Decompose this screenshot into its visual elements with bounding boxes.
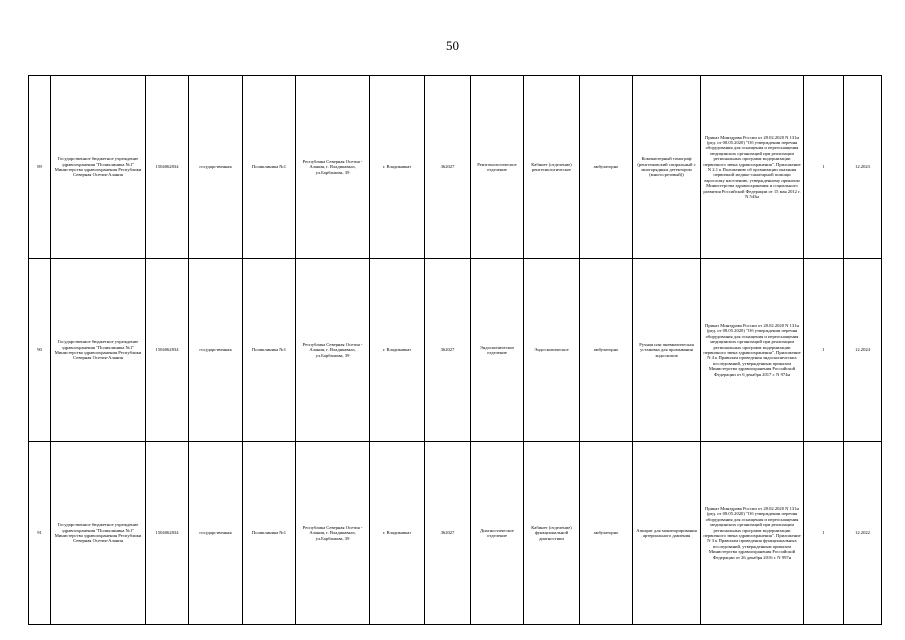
facility-name: Поликлиника №1 bbox=[243, 442, 296, 625]
facility-address: Республика Северная Осетия - Алания, г. Владикавказ, ул.Барбашова, 39 bbox=[296, 76, 370, 259]
organization-name: Государственное бюджетное учреждение здравоохранения "Поликлиника №1" Министерства здравоохранения Республики Северная Осетия-Алания bbox=[51, 76, 146, 259]
postal-code: 362027 bbox=[425, 76, 471, 259]
normative-basis: Приказ Минздрава России от 28.02.2020 N 131н (ред. от 08.05.2020) "Об утверждении перечня оборудования для оснащения и переоснащения медицинских организаций при реализации региональных программ модернизации первичного звена здравоохранения". Приложение N 3 к Правилам проведения функциональных исследований, утвержденным приказом Министерства здравоохранения Российской Федерации от 26 декабря 2016 г. N 997н bbox=[701, 442, 804, 625]
row-number: 89 bbox=[29, 76, 51, 259]
table-row bbox=[29, 442, 882, 625]
table-row bbox=[29, 259, 882, 442]
inn: 1504062834 bbox=[146, 442, 189, 625]
equipment-name: Ручная или пневматическая установка для промывания эндоскопов bbox=[633, 259, 701, 442]
delivery-date: 12.2023 bbox=[844, 76, 882, 259]
postal-code: 362027 bbox=[425, 259, 471, 442]
organization-name: Государственное бюджетное учреждение здравоохранения "Поликлиника №1" Министерства здравоохранения Республики Северная Осетия-Алания bbox=[51, 259, 146, 442]
care-conditions: амбулаторно bbox=[580, 76, 633, 259]
city: г. Владикавказ bbox=[370, 259, 425, 442]
department: Рентгенологическое отделение bbox=[471, 76, 524, 259]
facility-address: Республика Северная Осетия - Алания, г. Владикавказ, ул.Барбашова, 39 bbox=[296, 259, 370, 442]
ownership-form: государственная bbox=[189, 442, 243, 625]
postal-code: 362027 bbox=[425, 442, 471, 625]
facility-address: Республика Северная Осетия - Алания, г. Владикавказ, ул.Барбашова, 39 bbox=[296, 442, 370, 625]
ownership-form: государственная bbox=[189, 259, 243, 442]
facility-name: Поликлиника №1 bbox=[243, 259, 296, 442]
quantity: 1 bbox=[804, 259, 844, 442]
department: Эндоскопическое отделение bbox=[471, 259, 524, 442]
equipment-registry-table bbox=[28, 75, 882, 625]
quantity: 1 bbox=[804, 442, 844, 625]
care-conditions: амбулаторно bbox=[580, 259, 633, 442]
table-row bbox=[29, 76, 882, 259]
page-number: 50 bbox=[446, 38, 459, 53]
facility-name: Поликлиника №1 bbox=[243, 76, 296, 259]
city: г. Владикавказ bbox=[370, 442, 425, 625]
inn: 1504062834 bbox=[146, 76, 189, 259]
delivery-date: 12.2022 bbox=[844, 442, 882, 625]
delivery-date: 12.2024 bbox=[844, 259, 882, 442]
department: Диагностическое отделение bbox=[471, 442, 524, 625]
row-number: 91 bbox=[29, 442, 51, 625]
organization-name: Государственное бюджетное учреждение здравоохранения "Поликлиника №1" Министерства здравоохранения Республики Северная Осетия-Алания bbox=[51, 442, 146, 625]
care-conditions: амбулаторно bbox=[580, 442, 633, 625]
quantity: 1 bbox=[804, 76, 844, 259]
room: Эндоскопическое bbox=[524, 259, 580, 442]
normative-basis: Приказ Минздрава России от 28.02.2020 N 131н (ред. от 08.05.2020) "Об утверждении перечня оборудования для оснащения и переоснащения медицинских организаций при реализации региональных программ модернизации первичного звена здравоохранения". Приложение N 4 к Правилам проведения эндоскопических исследований, утвержденным приказом Министерства здравоохранения Российской Федерации от 6 декабря 2017 г. N 974н bbox=[701, 259, 804, 442]
ownership-form: государственная bbox=[189, 76, 243, 259]
row-number: 90 bbox=[29, 259, 51, 442]
inn: 1504062834 bbox=[146, 259, 189, 442]
room: Кабинет (отделение) функциональной диагностики bbox=[524, 442, 580, 625]
room: Кабинет (отделение) рентгенологическое bbox=[524, 76, 580, 259]
equipment-name: Аппарат для мониторирования артериального давления bbox=[633, 442, 701, 625]
equipment-name: Компьютерный томограф (рентгеновский спиральный с многорядным детектором (многосрезовый)) bbox=[633, 76, 701, 259]
city: г. Владикавказ bbox=[370, 76, 425, 259]
normative-basis: Приказ Минздрава России от 28.02.2020 N 131н (ред. от 08.05.2020) "Об утверждении перечня оборудования для оснащения и переоснащения медицинских организаций при реализации региональных программ модернизации первичного звена здравоохранения". Приложение N 2.1 к Положению об организации оказания первичной медико-санитарной помощи взрослому населению, утвержденному приказом Министерства здравоохранения и социального развития Российской Федерации от 15 мая 2012 г. N 543н bbox=[701, 76, 804, 259]
